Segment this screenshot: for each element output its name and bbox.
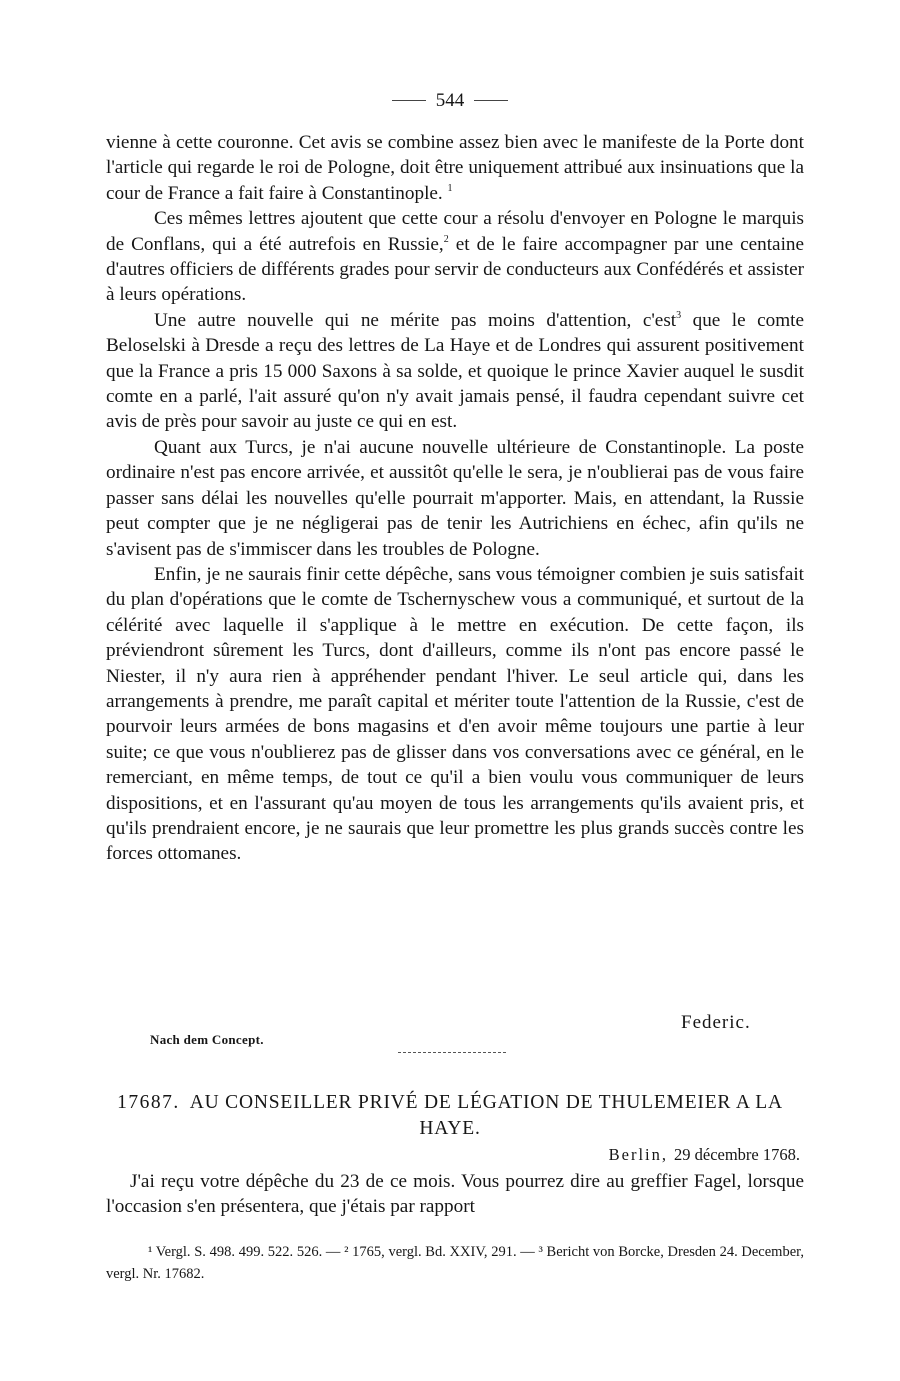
footnotes [106, 1241, 804, 1285]
letter-body [106, 130, 804, 867]
paragraph-4: Quant aux Turcs, je n'ai aucune nouvelle ultérieure de Constantinople. La poste ordinaire n'est pas encore arrivée, et aussitôt qu'elle le sera, je n'oublierai pas de vous faire passer sans délai les nouvelles qu'elle pourrait m'apporter. Mais, en attendant, la Russie peut compter que je ne négligerai pas de tenir les Autrichiens en échec, afin qu'ils ne s'avisent pas de s'immiscer dans les troubles de Pologne. [106, 436, 804, 560]
document-heading [100, 1090, 800, 1142]
page-number: 544 [435, 90, 465, 111]
footnote-ref-3: 3 [676, 309, 682, 321]
paragraph-5: Enfin, je ne saurais finir cette dépêche, sans vous témoigner combien je suis satisfait du plan d'opérations que le comte de Tschernyschew vous a communiqué, et surtout de la célérité avec laquelle il s'applique à le mettre en exécution. De cette façon, ils préviendront sûrement les Turcs, dont d'ailleurs, comme ils n'ont pas encore passé le Niester, il n'y aura rien à appréhender pendant l'hiver. Le seul article qui, dans les arrangements à prendre, me paraît capital et mériter toute l'attention de la Russie, c'est de pourvoir leurs armées de bons magasins et d'en avoir même toujours une partie à leur suite; ce que vous n'oublierez pas de glisser dans vos conversations avec ce général, en le remerciant, en même temps, de tout ce qu'il a bien voulu vous communiquer de leurs dispositions, et en l'assurant qu'au moyen de tous les arrangements qu'ils avaient pris, et qu'ils prendraient encore, je ne saurais que leur promettre les plus grands succès contre les forces ottomanes. [106, 563, 804, 865]
document-paragraph: J'ai reçu votre dépêche du 23 de ce mois. Vous pourrez dire au greffier Fagel, lorsque l'occasion s'en présentera, que j'étais par rapport [106, 1171, 804, 1218]
document-number: 17687. [117, 1092, 180, 1113]
header-rule-left [392, 100, 426, 101]
document-title: AU CONSEILLER PRIVÉ DE LÉGATION DE THULEMEIER A LA HAYE. [189, 1092, 783, 1139]
paragraph-3: Une autre nouvelle qui ne mérite pas moins d'attention, c'est$^3$ que le comte Beloselski à Dresde a reçu des lettres de La Haye et de Londres qui assurent positivement que la France a pris 15 000 Saxons à sa solde, et quoique le prince Xavier auquel le susdit comte en a parlé, l'ait assuré qu'on n'y avait jamais pensé, il faudra cependant suivre cet avis de près pour savoir au juste ce qui en est. [106, 309, 805, 433]
footnote-text: ¹ Vergl. S. 498. 499. 522. 526. — ² 1765, vergl. Bd. XXIV, 291. — ³ Bericht von Borcke, Dresden 24. December, vergl. Nr. 17682. [106, 1244, 804, 1282]
footnote-ref-1: 1 [447, 182, 453, 194]
footnote-ref-2: 2 [443, 233, 449, 245]
signature: Federic. [681, 1012, 751, 1033]
paragraph-2: Ces mêmes lettres ajoutent que cette cour a résolu d'envoyer en Pologne le marquis de Conflans, qui a été autrefois en Russie,$^2$ et de le faire accompagner par une centaine d'autres officiers de différents grades pour servir de conducteurs aux Confédérés et assister à leurs opérations. [106, 208, 805, 306]
document-text [106, 1169, 804, 1220]
section-separator [398, 1052, 506, 1053]
dateline-place: Berlin, [608, 1145, 668, 1164]
source-note: Nach dem Concept. [150, 1032, 264, 1047]
dateline [480, 1145, 800, 1165]
page-header [0, 86, 900, 116]
dateline-date: 29 décembre 1768. [674, 1145, 800, 1164]
paragraph-1: vienne à cette couronne. Cet avis se combine assez bien avec le manifeste de la Porte dont l'article qui regarde le roi de Pologne, doit être uniquement attribué aux insinuations que la cour de France a fait faire à Constantinople. $^1$ [106, 132, 804, 204]
header-rule-right [474, 100, 508, 101]
